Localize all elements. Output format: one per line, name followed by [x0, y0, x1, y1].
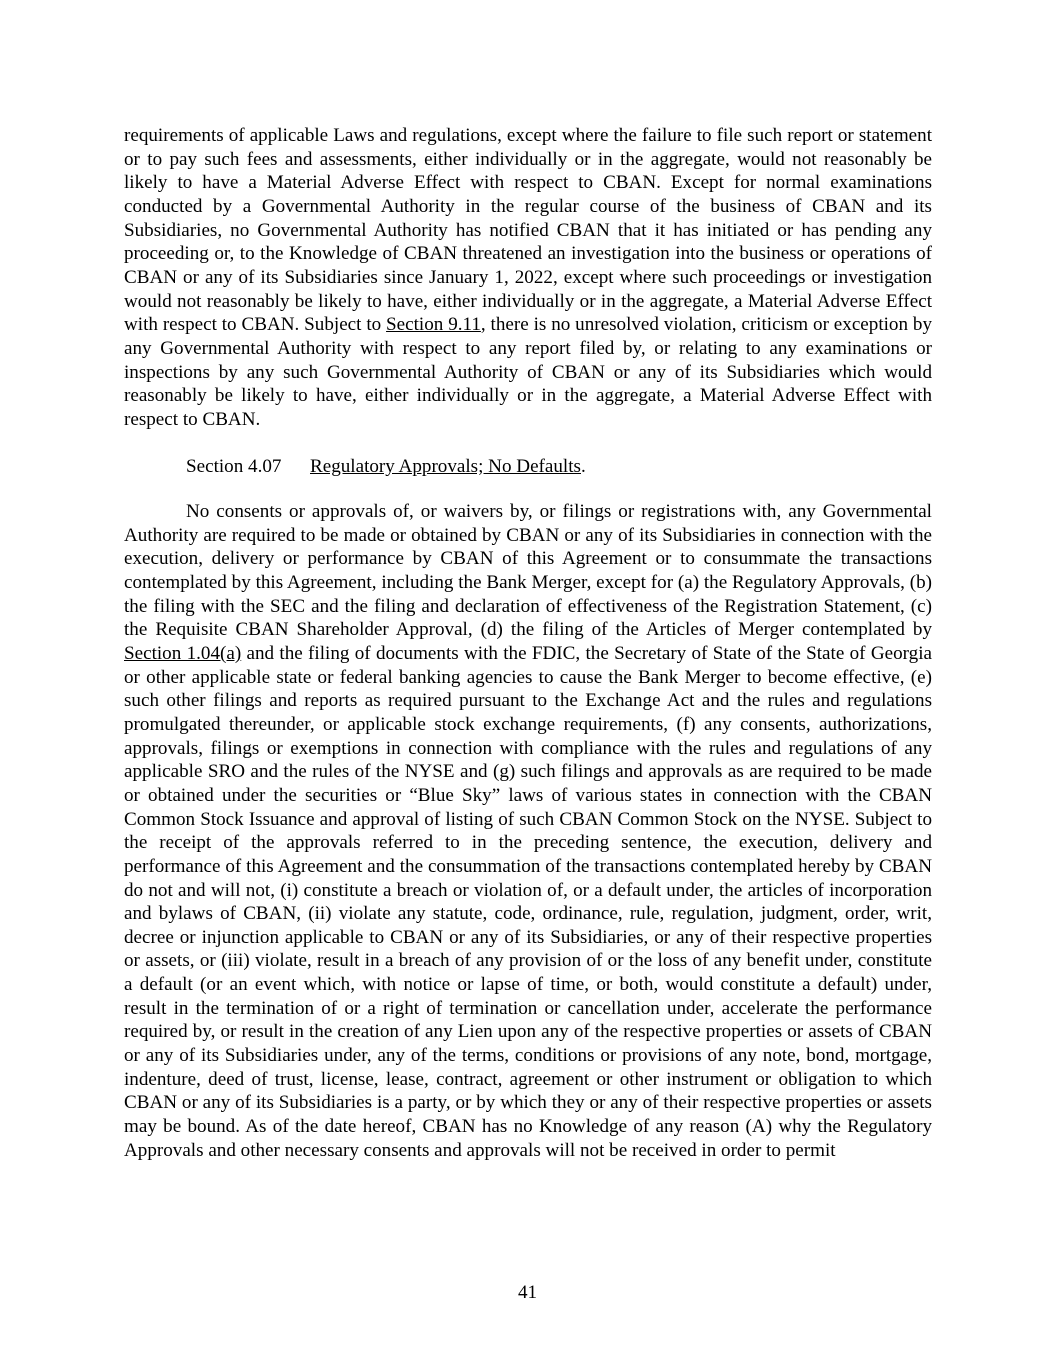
page-number: 41: [517, 1282, 538, 1303]
section-heading: [186, 455, 586, 479]
section-reference-1-04a: Section 1.04(a): [124, 642, 242, 664]
section-title-period: .: [580, 456, 586, 477]
paragraph-regulatory-approvals: [124, 500, 932, 1162]
paragraph-2-text-b: and the filing of documents with the FDIC, the Secretary of State of the State of Georgia or other applicable state or federal banking agencies to cause the Bank Merger to become effective, (e) such other filings and reports as required pursuant to the Exchange Act and the rules and regulations promulgated thereunder, or applicable stock exchange requirements, (f) any consents, authorizations, approvals, filings or exemptions in connection with compliance with the rules and regulations of any applicable SRO and the rules of the NYSE and (g) such filings and approvals as are required to be made or obtained under the securities or “Blue Sky” laws of various states in connection with the CBAN Common Stock Issuance and approval of listing of such CBAN Common Stock on the NYSE. Subject to the receipt of the approvals referred to in the preceding sentence, the execution, delivery and performance of this Agreement and the consummation of the transactions contemplated hereby by CBAN do not and will not, (i) constitute a breach or violation of, or a default under, the articles of incorporation and bylaws of CBAN, (ii) violate any statute, code, ordinance, rule, regulation, judgment, order, writ, decree or injunction applicable to CBAN or any of its Subsidiaries, or any of their respective properties or assets, or (iii) violate, result in a breach of any provision of or the loss of any benefit under, constitute a default (or an event which, with notice or lapse of time, or both, would constitute a default) under, result in the termination of or a right of termination or cancellation under, accelerate the performance required by, or result in the creation of any Lien upon any of the respective properties or assets of CBAN or any of its Subsidiaries under, any of the terms, conditions or provisions of any note, bond, mortgage, indenture, deed of trust, license, lease, contract, agreement or other instrument or obligation to which CBAN or any of its Subsidiaries is a party, or by which they or any of their respective properties or assets may be bound. As of the date hereof, CBAN has no Knowledge of any reason (A) why the Regulatory Approvals and other necessary consents and approvals will not be received in order to permit: [124, 642, 932, 1161]
paragraph-1-text-a: requirements of applicable Laws and regulations, except where the failure to file such report or statement or to pay such fees and assessments, either individually or in the aggregate, would not reasonably be likely to have a Material Adverse Effect with respect to CBAN. Except for normal examinations conducted by a Governmental Authority in the regular course of the business of CBAN and its Subsidiaries, no Governmental Authority has notified CBAN that it has initiated or has pending any proceeding or, to the Knowledge of CBAN threatened an investigation into the business or operations of CBAN or any of its Subsidiaries since January 1, 2022, except where such proceedings or investigation would not reasonably be likely to have, either individually or in the aggregate, a Material Adverse Effect with respect to CBAN. Subject to: [124, 125, 932, 336]
section-title: Regulatory Approvals; No Defaults: [310, 456, 581, 477]
paragraph-1-text-b: , there is no unresolved violation, criticism or exception by any Governmental Authority with respect to any report filed by, or relating to any examinations or inspections by any such Governmental Authority of CBAN or any of its Subsidiaries which would reasonably be likely to have, either individually or in the aggregate, a Material Adverse Effect with respect to CBAN.: [124, 314, 932, 430]
section-number: Section 4.07: [186, 456, 282, 477]
paragraph-continued: [124, 124, 932, 432]
paragraph-2-text-a: No consents or approvals of, or waivers by, or filings or registrations with, any Governmental Authority are required to be made or obtained by CBAN or any of its Subsidiaries in connection with the execution, delivery or performance by CBAN of this Agreement or to consummate the transactions contemplated by this Agreement, including the Bank Merger, except for (a) the Regulatory Approvals, (b) the filing with the SEC and the filing and declaration of effectiveness of the Registration Statement, (c) the Requisite CBAN Shareholder Approval, (d) the filing of the Articles of Merger contemplated by: [124, 501, 932, 641]
section-reference-9-11: Section 9.11: [386, 314, 481, 336]
